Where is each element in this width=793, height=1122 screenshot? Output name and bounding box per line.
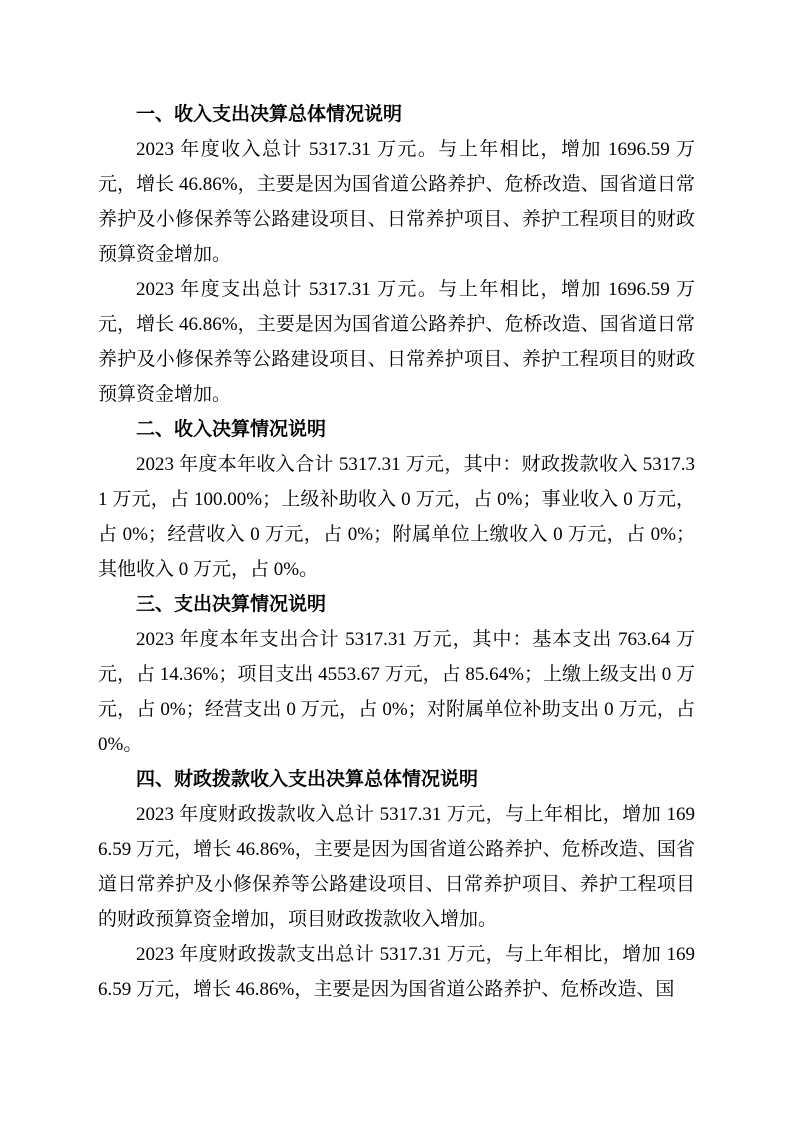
section-3-paragraph-1: 2023 年度本年支出合计 5317.31 万元，其中：基本支出 763.64 万元，占 14.36%；项目支出 4553.67 万元，占 85.64%；上缴上级支出 0 万元，占 0%；经营支出 0 万元，占 0%；对附属单位补助支出 0 万元，占 0%。	[98, 629, 695, 755]
section-2-paragraph-1: 2023 年度本年收入合计 5317.31 万元，其中：财政拨款收入 5317.31 万元，占 100.00%；上级补助收入 0 万元，占 0%；事业收入 0 万元，占 0%；经营收入 0 万元，占 0%；附属单位上缴收入 0 万元，占 0%；其他收入 0 万元，占 0%。	[98, 454, 695, 580]
section-heading-1: 一、收入支出决算总体情况说明	[136, 104, 403, 125]
section-4-paragraph-2: 2023 年度财政拨款支出总计 5317.31 万元，与上年相比，增加 1696.59 万元，增长 46.86%，主要是因为国省道公路养护、危桥改造、国	[98, 944, 695, 1000]
section-income-statement	[98, 412, 695, 587]
section-heading-4: 四、财政拨款收入支出决算总体情况说明	[136, 769, 479, 790]
section-1-paragraph-1: 2023 年度收入总计 5317.31 万元。与上年相比，增加 1696.59 万元，增长 46.86%，主要是因为国省道公路养护、危桥改造、国省道日常养护及小修保养等公路建设项目、日常养护项目、养护工程项目的财政预算资金增加。	[98, 139, 695, 265]
section-heading-2: 二、收入决算情况说明	[136, 419, 327, 440]
section-4-paragraph-1: 2023 年度财政拨款收入总计 5317.31 万元，与上年相比，增加 1696.59 万元，增长 46.86%，主要是因为国省道公路养护、危桥改造、国省道日常养护及小修保养等公路建设项目、日常养护项目、养护工程项目的财政预算资金增加，项目财政拨款收入增加。	[98, 804, 695, 930]
section-expenditure-statement	[98, 587, 695, 762]
section-heading-3: 三、支出决算情况说明	[136, 594, 327, 615]
section-income-expenditure-overview	[98, 97, 695, 412]
section-fiscal-appropriation-overview	[98, 762, 695, 1007]
section-1-paragraph-2: 2023 年度支出总计 5317.31 万元。与上年相比，增加 1696.59 万元，增长 46.86%，主要是因为国省道公路养护、危桥改造、国省道日常养护及小修保养等公路建设项目、日常养护项目、养护工程项目的财政预算资金增加。	[98, 279, 695, 405]
